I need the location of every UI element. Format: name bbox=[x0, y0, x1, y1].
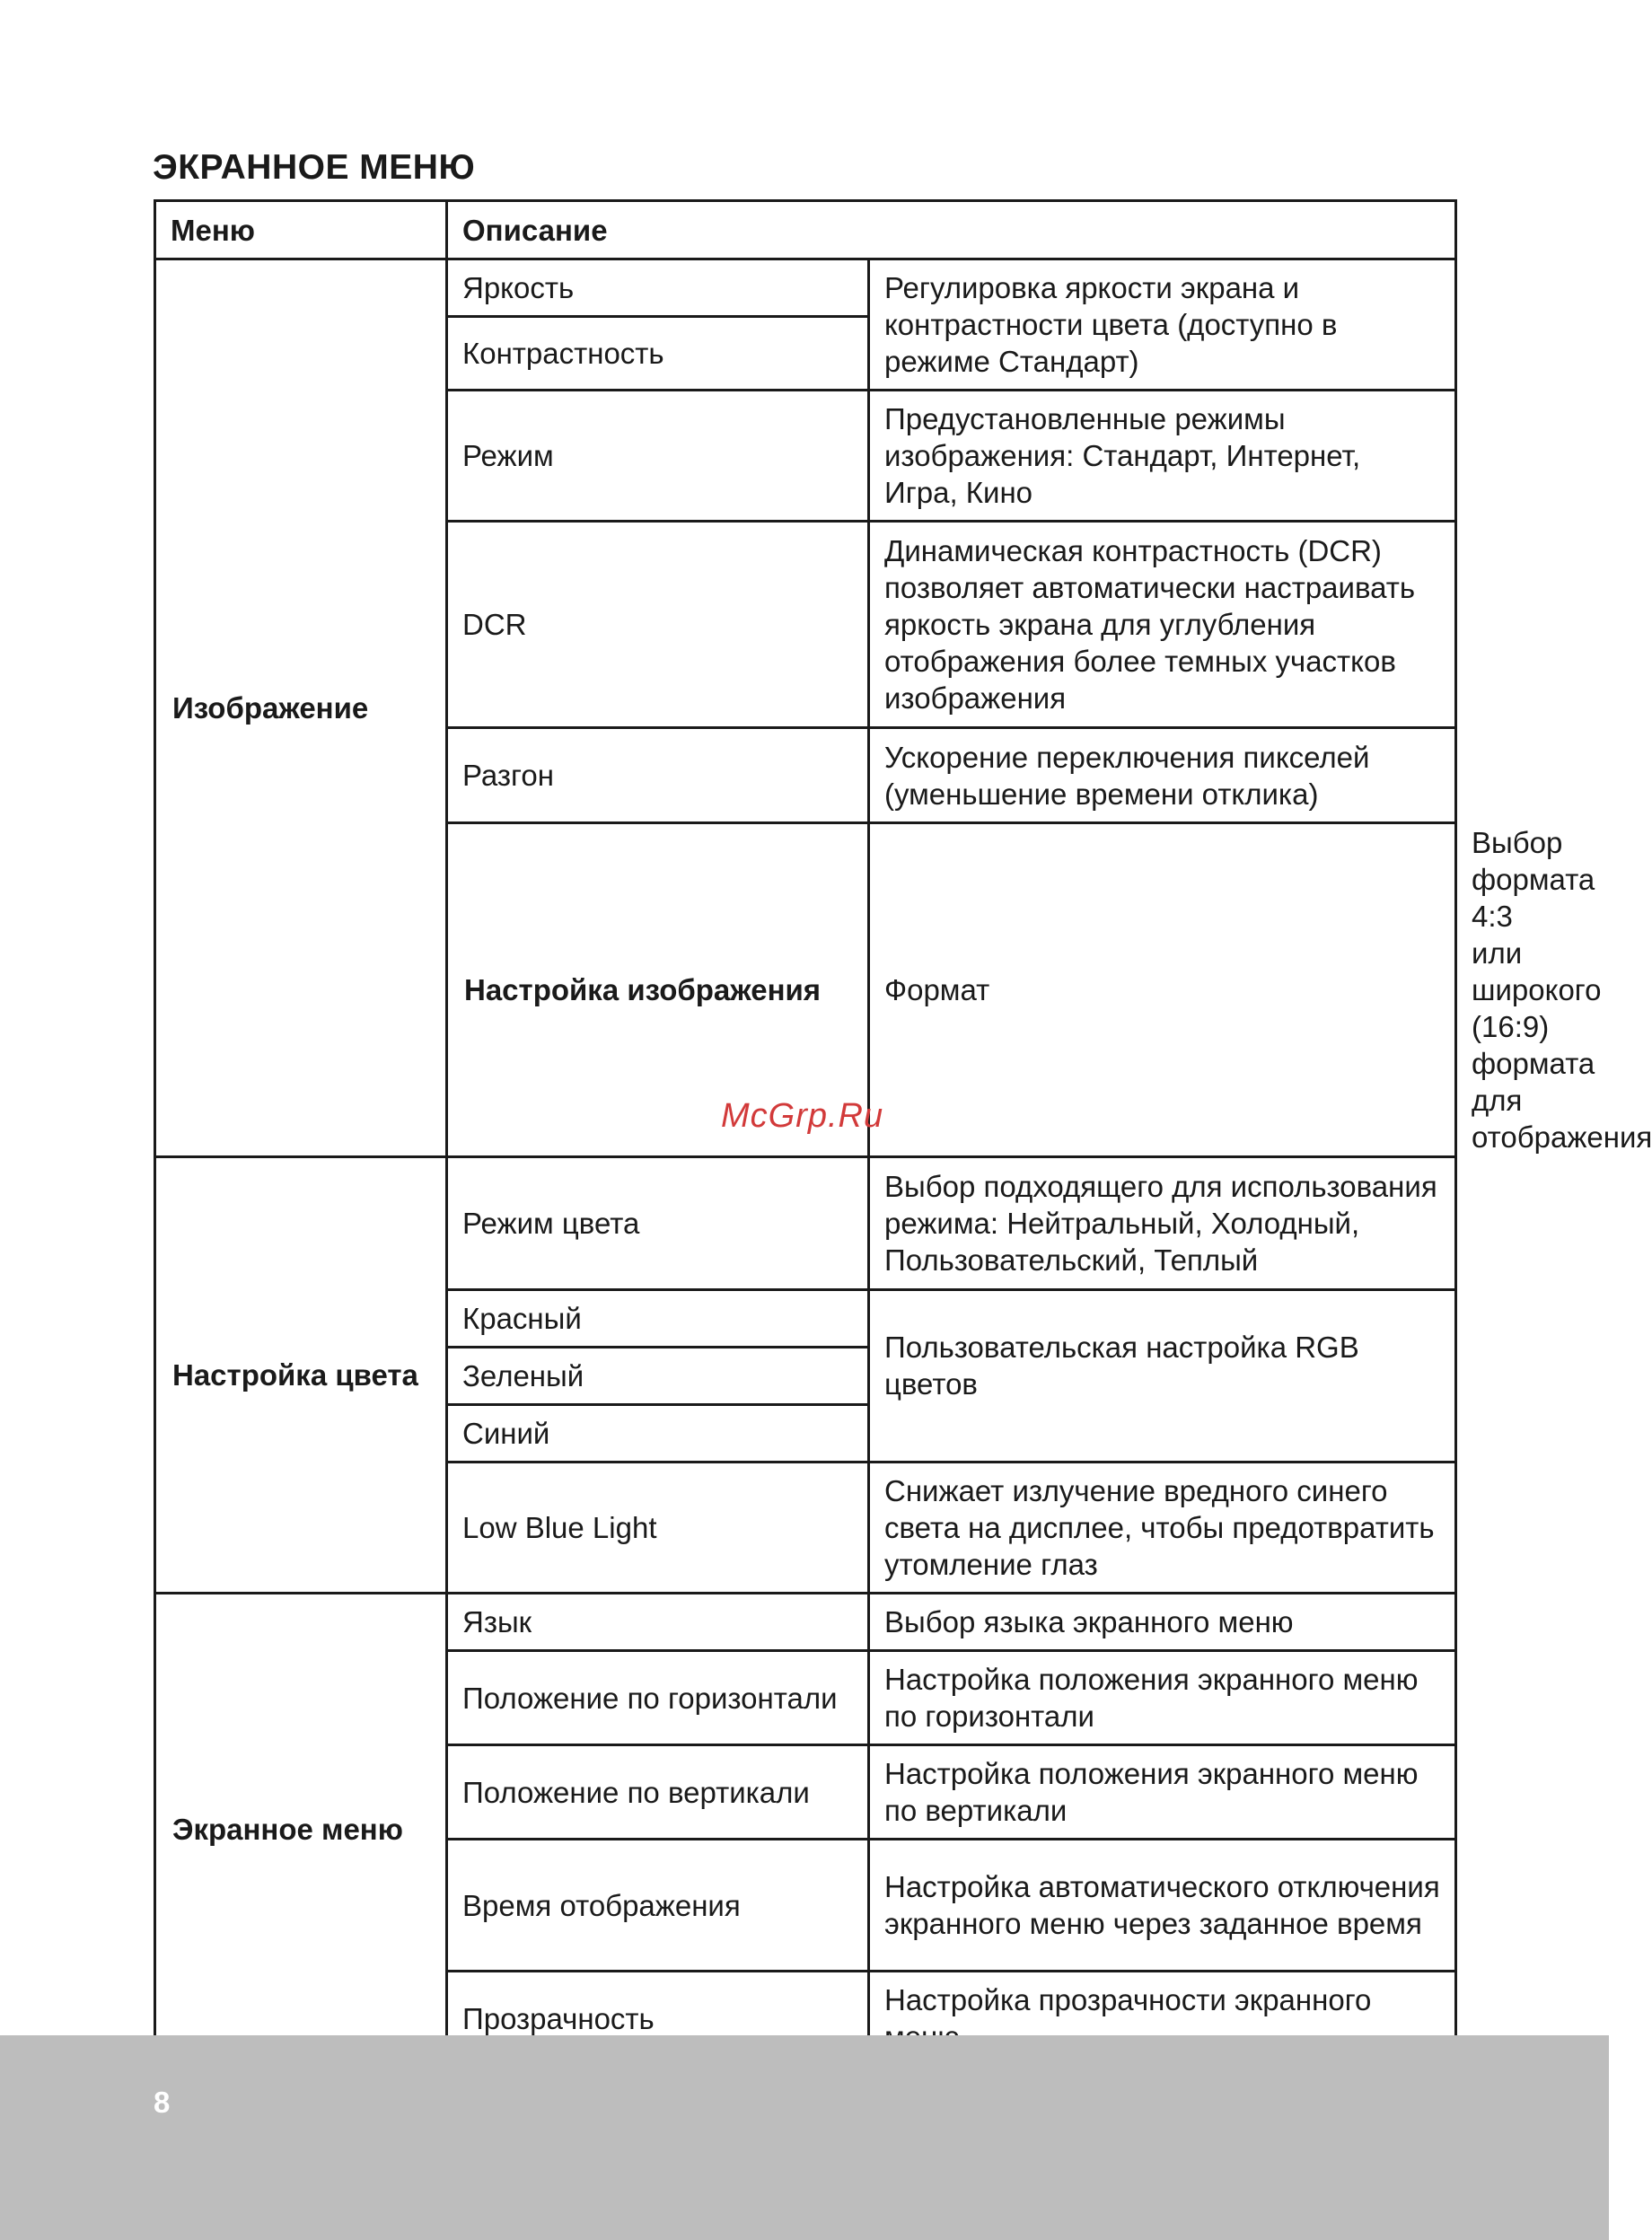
desc-color-mode: Выбор подходящего для использования режима: Нейтральный, Холодный, Пользовательский, Теплый bbox=[869, 1157, 1456, 1290]
page-title: ЭКРАННОЕ МЕНЮ bbox=[153, 148, 476, 187]
desc-overdrive: Ускорение переключения пикселей (уменьшение времени отклика) bbox=[869, 728, 1456, 823]
header-menu: Меню bbox=[155, 201, 447, 259]
footer-bar bbox=[0, 2035, 1609, 2240]
desc-mode: Предустановленные режимы изображения: Стандарт, Интернет, Игра, Кино bbox=[869, 391, 1456, 522]
item-green: Зеленый bbox=[447, 1348, 869, 1405]
category-picture-setup: Настройка изображения bbox=[447, 823, 869, 1157]
item-dcr: DCR bbox=[447, 522, 869, 728]
page-number: 8 bbox=[154, 2086, 171, 2119]
item-blue: Синий bbox=[447, 1405, 869, 1463]
desc-transparency: Настройка прозрачности экранного bbox=[869, 1972, 1456, 2066]
desc-h-position: Настройка положения экранного меню по горизонтали bbox=[869, 1651, 1456, 1745]
table-row bbox=[155, 1157, 1456, 1290]
item-mode: Режим bbox=[447, 391, 869, 522]
item-v-position: Положение по вертикали bbox=[447, 1745, 869, 1840]
table-header-row bbox=[155, 201, 1456, 259]
item-contrast: Контрастность bbox=[447, 317, 869, 391]
item-brightness: Яркость bbox=[447, 259, 869, 317]
item-h-position: Положение по горизонтали bbox=[447, 1651, 869, 1745]
table-row: Настройка изображения Формат Выбор формата 4:3 или широкого (16:9) формата для отображения bbox=[155, 823, 1456, 1157]
desc-display-time: Настройка автоматического отключения экранного меню через заданное время bbox=[869, 1840, 1456, 1972]
desc-dcr: Динамическая контрастность (DCR) позволяет автоматически настраивать яркость экрана для углубления отображения более темных участков изображения bbox=[869, 522, 1456, 728]
category-osd: Экранное меню bbox=[155, 1594, 447, 2066]
item-overdrive: Разгон bbox=[447, 728, 869, 823]
desc-rgb bbox=[869, 1290, 1456, 1463]
desc-brightness-contrast: Регулировка яркости экрана и контрастности цвета (доступно в режиме Стандарт) bbox=[869, 259, 1456, 391]
table-row bbox=[155, 259, 1456, 317]
desc-low-blue-light: Снижает излучение вредного синего света на дисплее, чтобы предотвратить утомление глаз bbox=[869, 1463, 1456, 1594]
category-color-setup: Настройка цвета bbox=[155, 1157, 447, 1594]
item-low-blue-light: Low Blue Light bbox=[447, 1463, 869, 1594]
header-description: Описание bbox=[447, 201, 1456, 259]
desc-language: Выбор языка экранного меню bbox=[869, 1594, 1456, 1651]
watermark: McGrp.Ru bbox=[721, 1097, 884, 1135]
desc-v-position: Настройка положения экранного меню по вертикали bbox=[869, 1745, 1456, 1840]
table-row bbox=[155, 1594, 1456, 1651]
item-transparency: Прозрачность bbox=[447, 1972, 869, 2066]
item-color-mode: Режим цвета bbox=[447, 1157, 869, 1290]
item-language: Язык bbox=[447, 1594, 869, 1651]
item-red: Красный bbox=[447, 1290, 869, 1348]
osd-menu-table bbox=[154, 199, 1652, 2218]
item-display-time: Время отображения bbox=[447, 1840, 869, 1972]
item-format: Формат bbox=[869, 823, 1456, 1157]
category-image: Изображение bbox=[155, 259, 447, 1157]
desc-rgb-text: Пользовательская настройка RGB цветов bbox=[884, 1330, 1359, 1401]
